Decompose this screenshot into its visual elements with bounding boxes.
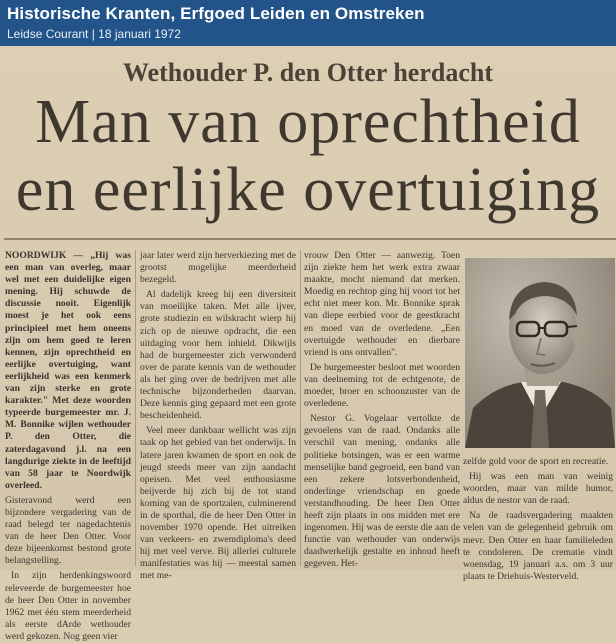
portrait-photo-svg: [465, 258, 615, 448]
paragraph: Gisteravond werd een bijzondere vergadering van de raad belegd ter nagedachtenis van de heer Den Otter. Voor deze bijeenkomst bestond grote belangstelling.: [5, 494, 131, 567]
column-divider: [300, 250, 301, 566]
article-kicker: Wethouder P. den Otter herdacht: [122, 58, 494, 87]
headline-rule: [4, 238, 616, 240]
paragraph: Al dadelijk kreeg hij een diversiteit van moeilijke taken. Met alle ijver, grote studiezin en wilskracht wierp hij zich op de nieuwe opdracht, die een uitdaging voor hem inhield. Dikwijls had de burgemeester zich verwonderd over de parate kennis van de wethouder als het ging over de bedrijven met alle technische bijzonderheden daarvan. Deze kennis ging gepaard met een grote bescheidenheid.: [140, 289, 296, 422]
article-column-1: [5, 250, 131, 642]
column-divider: [135, 250, 136, 566]
paragraph: vrouw Den Otter — aanwezig. Toen zijn ziekte hem het werk extra zwaar maakte, mocht niemand dat merken. Moedig en rechtop ging hij voort tot het echt niet meer kon. Mr. Bonnike sprak van diepe eerbied voor de geestkracht en moed van de overledene. „Een overtuigde wethouder en dierbare vriend is ons ontvallen".: [304, 250, 460, 358]
article-column-4: [463, 456, 613, 582]
paragraph: Nestor G. Vogelaar vertolkte de gevoelens van de raad. Ondanks alle verschil van mening, ondanks alle politieke botsingen, was er een warme menselijke band gegroeid, een band van een zekere lotsverbondenheid, onderlinge vriendschap en goede verstandhouding. De heer Den Otter heeft zijn plaats in ons midden met ere ingenomen. Hij was de eerste die aan de functie van wethouder van onderwijs daadwerkelijk gestalte en inhoud heeft gegeven. Het-: [304, 413, 460, 570]
paragraph: Na de raadsvergadering maakten velen van de gelegenheid gebruik om mevr. Den Otter en haar familieleden te condoleren. De crematie vindt woensdag, 19 januari a.s. om 3 uur plaats te Driehuis-Westerveld.: [463, 510, 613, 582]
paragraph: De burgemeester besloot met woorden van deelneming tot de echtgenote, de moeder, broer en schoonzuster van de overledene.: [304, 361, 460, 410]
article-column-3: [304, 250, 460, 570]
portrait-photo-icon: [465, 258, 615, 448]
site-title[interactable]: Historische Kranten, Erfgoed Leiden en Omstreken: [7, 4, 425, 23]
lead-paragraph: NOORDWIJK — „Hij was een man van overleg, maar wel met een duidelijke eigen mening. Hij schuwde de discussie nooit. Eigenlijk moest je het ook eens principieel met hem oneens zijn om hem goed te leren kennen, zijn oprechtheid en eerlijke overtuiging, want eerlijkheid was een kenmerk van zijn sterke en grote karakter." Met deze woorden typeerde burgemeester mr. J. M. Bonnike wijlen wethouder P. den Otter, die zaterdagavond j.l. na een langdurige ziekte in de leeftijd van 58 jaar te Noordwijk overleed.: [5, 250, 131, 491]
newspaper-date: Leidse Courant | 18 januari 1972: [7, 27, 181, 41]
paragraph: In zijn herdenkingswoord releveerde de burgemeester hoe de heer Den Otter in november 1962 met één stem meerderheid als eerste dArde wethouder werd gekozen. Nog geen vier: [5, 570, 131, 642]
paragraph: jaar later werd zijn herverkiezing met de grootst mogelijke meerderheid bezegeld.: [140, 250, 296, 286]
headline-line-2: en eerlijke overtuiging: [15, 156, 601, 224]
paragraph: Veel meer dankbaar wellicht was zijn taak op het gebied van het onderwijs. In latere jaren kwamen de sport en ook de jeugd steeds meer van zijn aandacht opeisen. Met veel enthousiasme beijverde hij zich bij de tot stand koming van de sportzalen, culminerend in de sporthal, die de heer Den Otter in november 1970 opende. Het uitreiken van verkeers- en zwemdiploma's deed hij met veel verve. Bij allerlei culturele manifestaties was hij — meestal samen met me-: [140, 425, 296, 582]
newspaper-clipping: [0, 46, 616, 642]
site-header: [0, 0, 616, 46]
headline-line-1: Man van oprechtheid: [35, 88, 581, 156]
article-column-2: [140, 250, 296, 582]
paragraph: zelfde gold voor de sport en recreatie.: [463, 456, 609, 467]
paragraph: Hij was een man van weinig woorden, maar van milde humor, aldus de nestor van de raad.: [463, 471, 613, 507]
